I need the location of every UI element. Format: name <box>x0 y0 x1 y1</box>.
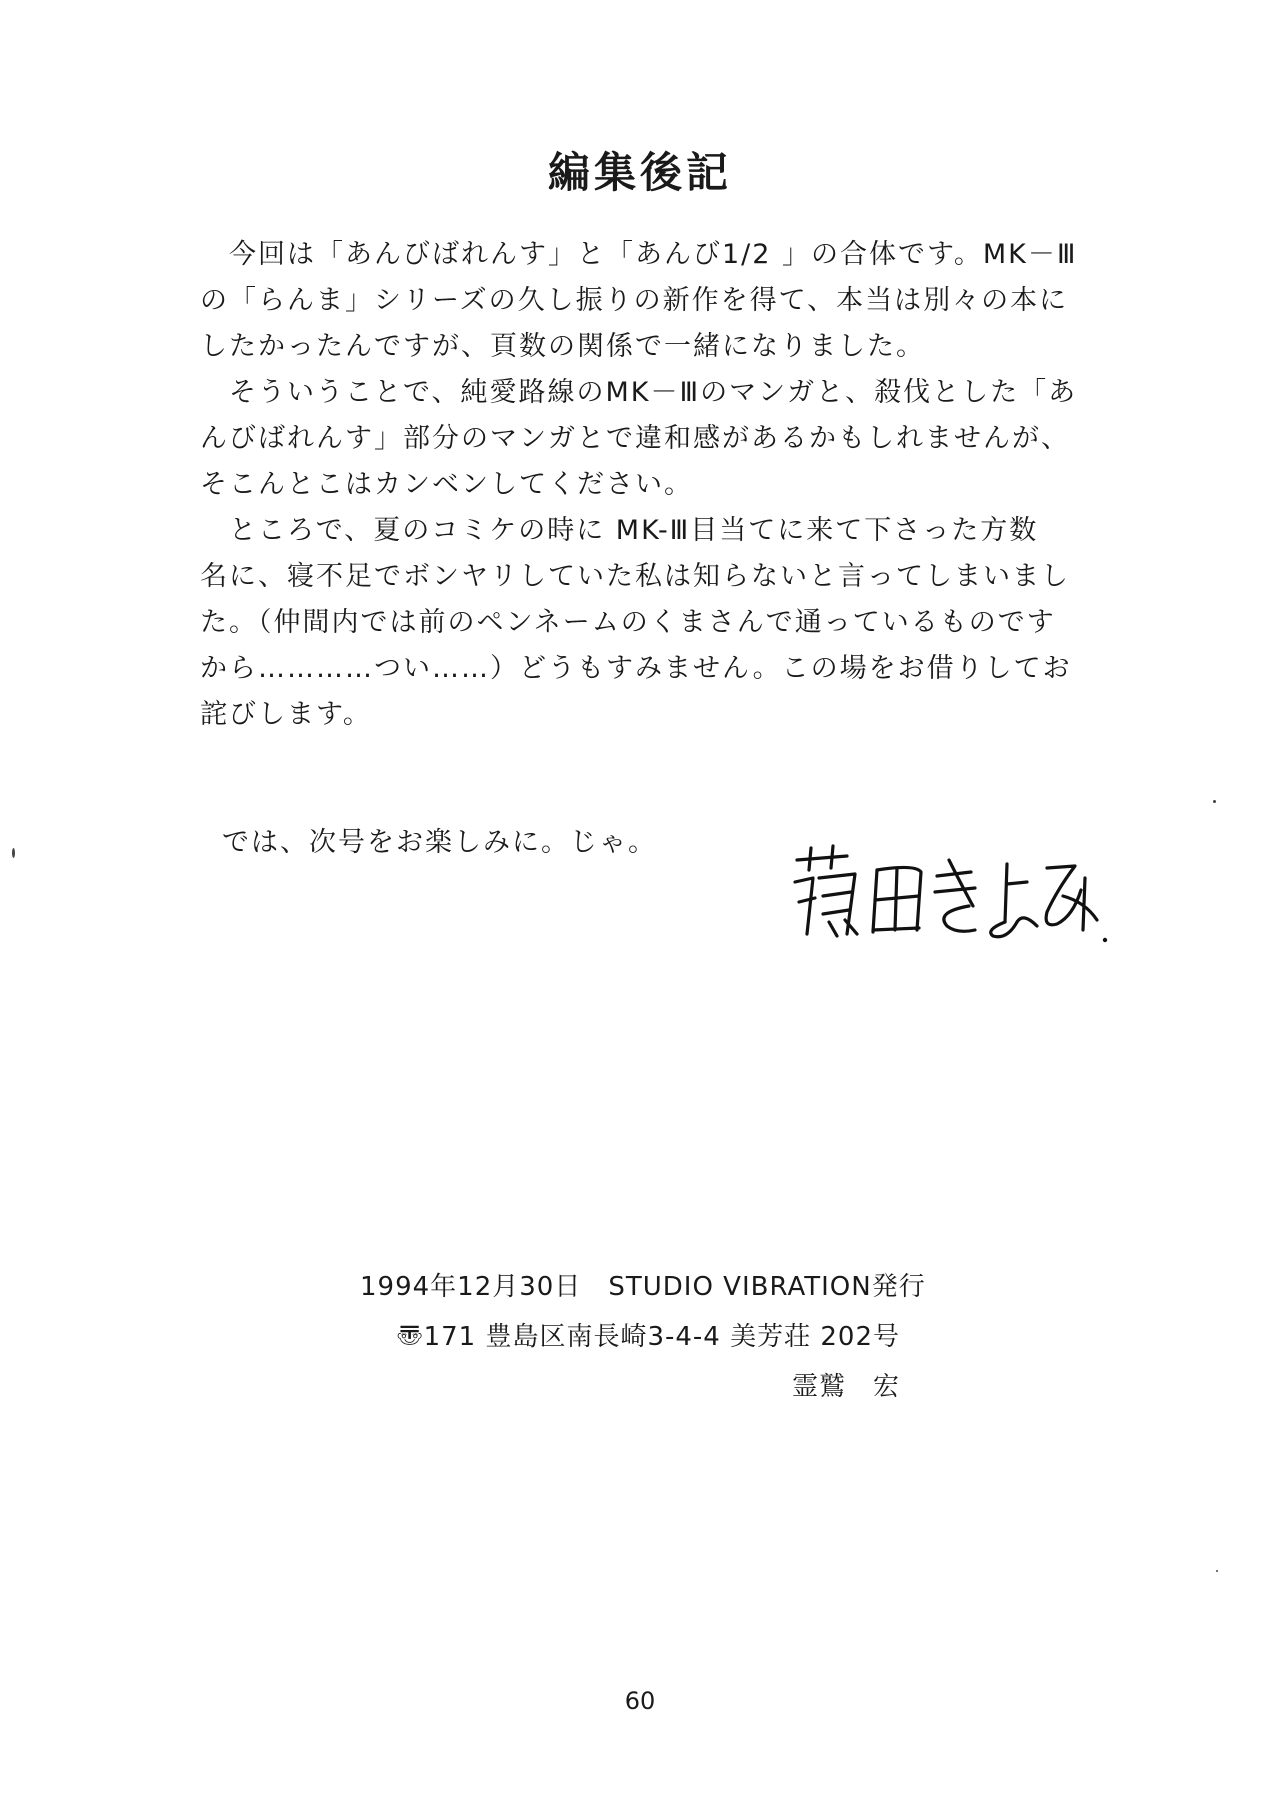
scan-speck <box>1216 1570 1218 1572</box>
body-line: んびばれんす」部分のマンガとで違和感があるかもしれませんが、 <box>200 423 1070 454</box>
body-line: から…………つい……）どうもすみません。この場をお借りしてお <box>200 653 1072 684</box>
scan-speck <box>1213 800 1216 803</box>
body-line: そこんとこはカンベンしてください。 <box>200 469 693 500</box>
colophon <box>360 1262 926 1412</box>
body-line: た。（仲間内では前のペンネームのくまさんで通っているものです <box>200 607 1056 638</box>
address-line: 〠171 豊島区南長崎3-4-4 美芳荘 202号 <box>396 1322 900 1352</box>
page-title: 編集後記 <box>547 148 732 197</box>
page-number: 60 <box>624 1687 656 1715</box>
body-line: 詫びします。 <box>200 699 372 730</box>
scan-speck <box>12 848 15 858</box>
publication-line: 1994年12月30日 STUDIO VIBRATION発行 <box>360 1272 926 1302</box>
body-text <box>200 232 1090 738</box>
handwritten-signature <box>785 842 1110 947</box>
body-line: ところで、夏のコミケの時に MK-Ⅲ目当てに来て下さった方数 <box>200 515 1039 546</box>
closing-line: では、次号をお楽しみに。じゃ。 <box>222 827 657 858</box>
publisher-name: 霊鷲 宏 <box>791 1372 900 1402</box>
body-line: したかったんですが、頁数の関係で一緒になりました。 <box>200 331 925 362</box>
body-line: 名に、寝不足でボンヤリしていた私は知らないと言ってしまいまし <box>200 561 1070 592</box>
body-line: の「らんま」シリーズの久し振りの新作を得て、本当は別々の本に <box>200 285 1069 316</box>
body-line: 今回は「あんびばれんす」と「あんび1/2 」の合体です。MK－Ⅲ <box>200 239 1078 270</box>
body-line: そういうことで、純愛路線のMK－Ⅲのマンガと、殺伐とした「あ <box>200 377 1078 408</box>
